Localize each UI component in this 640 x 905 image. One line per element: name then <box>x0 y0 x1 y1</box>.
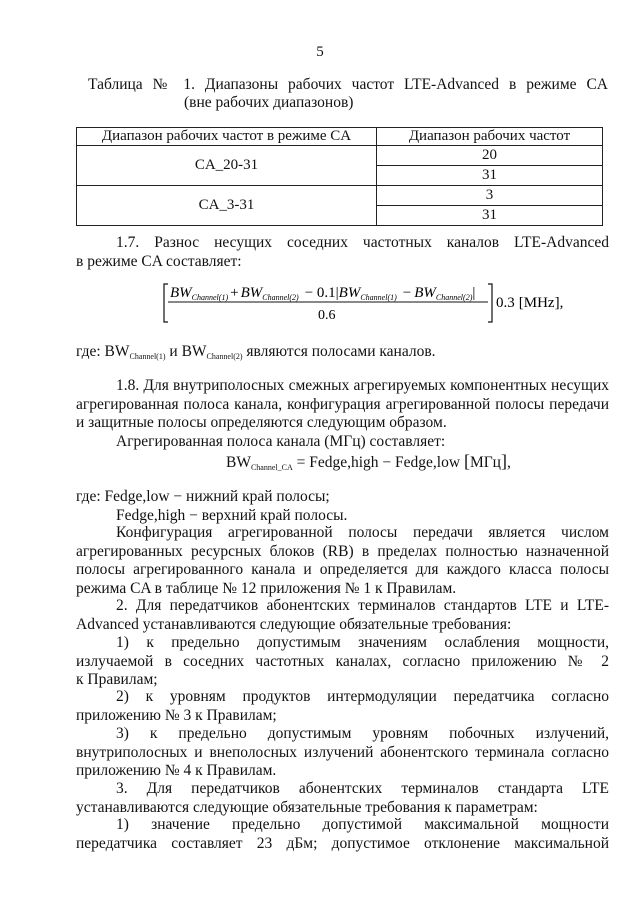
item1-line-3: к Правилам; <box>76 671 158 688</box>
item-3-1 <box>76 816 609 853</box>
table-header-row <box>77 128 603 146</box>
item-2-2 <box>76 688 609 725</box>
f1-unit: MHz <box>523 295 555 311</box>
f1-trailing: , <box>559 295 564 311</box>
where1-bw1: BW <box>104 343 130 360</box>
s17-line-2: в режиме CA составляет: <box>76 252 242 270</box>
agg-line: Агрегированная полоса канала (МГц) составляет: <box>116 432 446 450</box>
f1-bw1: BW <box>170 285 192 301</box>
caption-line-2: (вне рабочих диапазонов) <box>184 94 354 111</box>
svg-text:0.3[MHz],: 0.3 [MHz], <box>496 295 564 311</box>
item3-line-1: 3) к предельно допустимым уровням побочных излучений, <box>116 725 609 742</box>
item1-line-2: излучаемой в соседних частотных каналах, согласно приложению № 2 <box>76 652 609 670</box>
config-line-2: агрегированных ресурсных блоков (RB) в пределах полностью назначенной <box>76 542 609 560</box>
table-row <box>77 186 603 206</box>
page-number: 5 <box>316 44 324 60</box>
item1-line-1: 1) к предельно допустимым значениям ослабления мощности, <box>116 634 609 651</box>
where1-and: и <box>169 343 178 360</box>
header-bands: Диапазон рабочих частот <box>377 128 603 146</box>
f1-minus-coef: − 0.1 <box>304 285 336 301</box>
s18-line-2: агрегированная полоса канала, конфигурация агрегированной полосы передачи <box>76 395 609 413</box>
item-2-1 <box>76 634 609 690</box>
f1-minus: − <box>402 285 412 301</box>
where1-bw2: BW <box>181 343 207 360</box>
s18-line-1: 1.8. Для внутриполосных смежных агрегируемых компонентных несущих <box>116 377 609 394</box>
item31-line-2: передатчика составляет 23 дБм; допустимое отклонение максимальной <box>76 834 609 852</box>
f2-rest: = Fedge,high − Fedge,low <box>292 454 461 471</box>
band-cell: 31 <box>377 206 603 226</box>
section-3 <box>76 780 609 817</box>
f1-ch1: Channel(1) <box>191 293 229 302</box>
s18-line-3: и защитные полосы определяются следующим образом. <box>76 414 447 431</box>
paragraph-1-8 <box>76 377 609 451</box>
f1-ch2: Channel(2) <box>262 293 299 302</box>
config-line-3: полосы агрегированного канала и определяется для каждого класса полосы <box>76 561 609 578</box>
ca-cell: CA_20-31 <box>77 146 377 186</box>
where2-line-2: Fedge,high − верхний край полосы. <box>116 506 348 524</box>
header-ca: Диапазон рабочих частот в режиме CA <box>77 128 377 146</box>
frequency-table <box>76 127 603 226</box>
f1-bw4: BW <box>414 285 436 301</box>
where1-ch1: Channel(1) <box>129 352 166 361</box>
f2-bw: BW <box>226 454 251 471</box>
f1-plus: + <box>230 285 239 301</box>
where1-suffix: являются полосами каналов. <box>246 343 436 360</box>
where1-ch2: Channel(2) <box>206 352 243 361</box>
config-line-4: режима CA в таблице № 12 приложения № 1 к Правилам. <box>76 579 457 597</box>
s2-line-1: 2. Для передатчиков абонентских терминалов стандартов LTE и LTE- <box>116 597 609 614</box>
f2-sub: Channel_CA <box>250 463 293 472</box>
item31-line-1: 1) значение предельно допустимой максимальной мощности <box>116 816 609 833</box>
where2-line-1: где: Fedge,low − нижний край полосы; <box>76 488 330 505</box>
where-2 <box>76 488 609 525</box>
f1-ch1b: Channel(1) <box>360 293 397 302</box>
table-caption <box>88 76 608 112</box>
f1-bw2: BW <box>240 285 263 301</box>
aggregated-formula: BWChannel_CA = Fedge,high − Fedge,low [МГц], <box>226 451 511 472</box>
item3-line-2: внутриполосных и внеполосных излучений абонентского терминала согласно <box>76 743 609 761</box>
s3-line-2: устанавливаются следующие обязательные требования к параметрам: <box>76 798 538 816</box>
band-cell: 20 <box>377 146 603 166</box>
caption-line-1: Таблица № 1. Диапазоны рабочих частот LTE-Advanced в режиме CA <box>88 76 608 93</box>
f1-ch2b: Channel(2) <box>435 293 473 302</box>
spacing-formula <box>158 272 588 330</box>
svg-text:BWChannel(1)+BWChannel(2)− 0.1: $BW_{Channel(1)} + BW_{Channel(2)} - 0.1|BW_{Channel(1)} - BW_{Channel(2)}|$ <box>170 285 476 302</box>
config-line-1: Конфигурация агрегированной полосы передачи является числом <box>116 524 609 541</box>
item2-line-1: 2) к уровням продуктов интермодуляции передатчика согласно <box>116 688 609 705</box>
f1-denominator: 0.6 <box>318 308 336 323</box>
item-2-3 <box>76 725 609 781</box>
config-paragraph <box>76 524 609 598</box>
f1-bw3: BW <box>338 285 361 301</box>
s2-line-2: Advanced устанавливаются следующие обязательные требования: <box>76 615 512 633</box>
where1-prefix: где: <box>76 343 101 360</box>
s17-line-1: 1.7. Разнос несущих соседних частотных каналов LTE-Advanced <box>116 234 609 251</box>
f1-mult: 0.3 <box>496 295 515 311</box>
table-row <box>77 146 603 166</box>
band-cell: 31 <box>377 166 603 186</box>
s3-line-1: 3. Для передатчиков абонентских терминалов стандарта LTE <box>116 780 609 797</box>
section-2 <box>76 597 609 634</box>
ca-cell: CA_3-31 <box>77 186 377 226</box>
item2-line-2: приложению № 3 к Правилам; <box>76 706 277 724</box>
f2-unit: МГц <box>469 454 501 471</box>
item3-line-3: приложению № 4 к Правилам. <box>76 762 277 779</box>
paragraph-1-7 <box>76 234 609 271</box>
band-cell: 3 <box>377 186 603 206</box>
where-1 <box>76 343 609 367</box>
f2-trailing: , <box>506 454 511 471</box>
